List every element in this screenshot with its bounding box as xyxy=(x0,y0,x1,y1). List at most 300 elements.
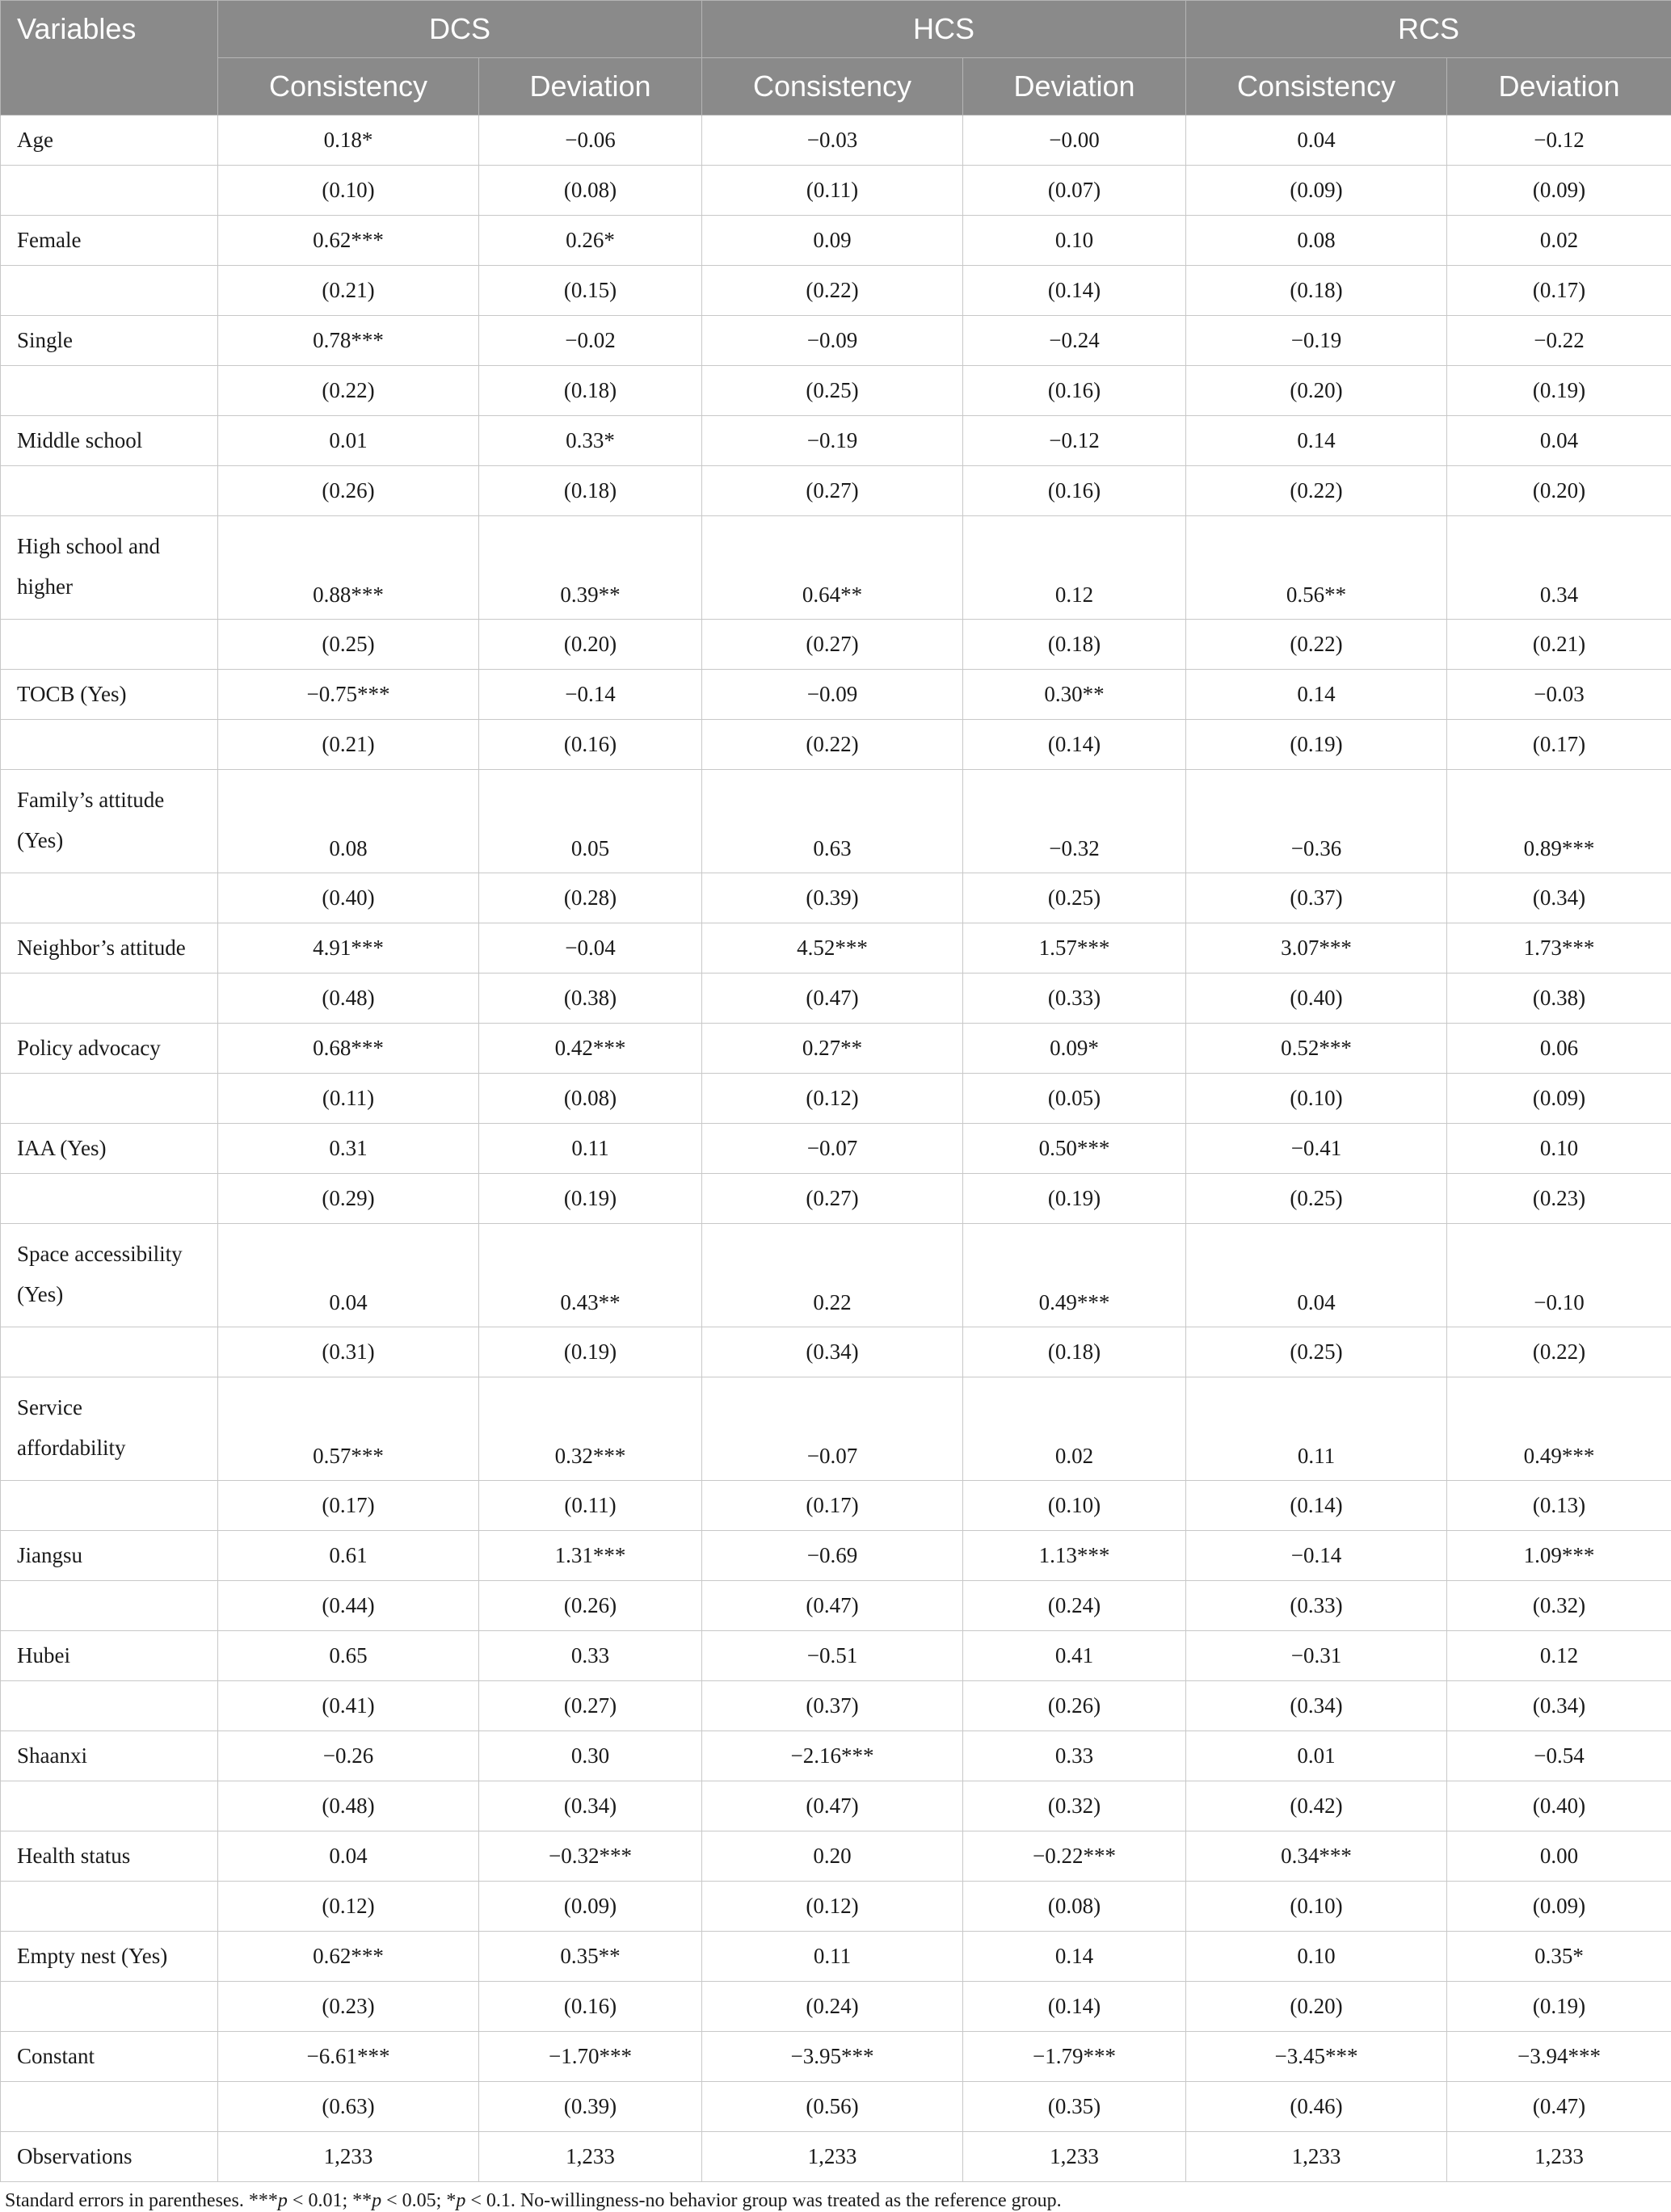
standard-error-cell: (0.26) xyxy=(218,466,479,516)
table-row xyxy=(1,1124,1671,1174)
coefficient-cell: 0.62*** xyxy=(218,1932,479,1982)
standard-error-cell: (0.48) xyxy=(218,1781,479,1831)
footnote-text: p xyxy=(456,2190,465,2211)
coefficient-cell: 4.52*** xyxy=(702,923,963,974)
standard-error-cell: (0.09) xyxy=(479,1882,702,1932)
coefficient-cell: 0.49*** xyxy=(1447,1377,1671,1481)
row-label: Constant xyxy=(1,2032,218,2082)
coefficient-cell: −1.79*** xyxy=(963,2032,1186,2082)
table-row xyxy=(1,2032,1671,2082)
table-row-se xyxy=(1,1327,1671,1377)
coefficient-cell: −0.09 xyxy=(702,670,963,720)
coefficient-cell: 0.18* xyxy=(218,116,479,166)
coefficient-cell: −0.22*** xyxy=(963,1831,1186,1882)
standard-error-cell: (0.33) xyxy=(1186,1581,1447,1631)
coefficient-cell: 0.04 xyxy=(218,1224,479,1327)
coefficient-cell: 0.35* xyxy=(1447,1932,1671,1982)
standard-error-cell: (0.40) xyxy=(218,873,479,923)
standard-error-cell: (0.28) xyxy=(479,873,702,923)
coefficient-cell: 0.39** xyxy=(479,516,702,620)
row-label-line: Family’s attitude xyxy=(17,780,209,820)
row-label-empty xyxy=(1,1581,218,1631)
coefficient-cell: −6.61*** xyxy=(218,2032,479,2082)
table-row xyxy=(1,1831,1671,1882)
coefficient-cell: 0.88*** xyxy=(218,516,479,620)
row-label-empty xyxy=(1,1481,218,1531)
coefficient-cell: 1.13*** xyxy=(963,1531,1186,1581)
standard-error-cell: (0.38) xyxy=(479,974,702,1024)
standard-error-cell: (0.13) xyxy=(1447,1481,1671,1531)
table-row-se xyxy=(1,1581,1671,1631)
standard-error-cell: (0.18) xyxy=(479,366,702,416)
coefficient-cell: 0.14 xyxy=(1186,670,1447,720)
row-label: Neighbor’s attitude xyxy=(1,923,218,974)
standard-error-cell: (0.11) xyxy=(218,1074,479,1124)
coefficient-cell: 0.02 xyxy=(1447,216,1671,266)
coefficient-cell: −0.10 xyxy=(1447,1224,1671,1327)
standard-error-cell: (0.18) xyxy=(963,1327,1186,1377)
coefficient-cell: −0.36 xyxy=(1186,770,1447,873)
coefficient-cell: 0.42*** xyxy=(479,1024,702,1074)
standard-error-cell: (0.21) xyxy=(1447,620,1671,670)
row-label-empty xyxy=(1,1074,218,1124)
standard-error-cell: (0.09) xyxy=(1447,166,1671,216)
standard-error-cell: (0.22) xyxy=(702,266,963,316)
coefficient-cell: 0.00 xyxy=(1447,1831,1671,1882)
standard-error-cell: (0.41) xyxy=(218,1681,479,1731)
row-label-empty xyxy=(1,366,218,416)
standard-error-cell: (0.31) xyxy=(218,1327,479,1377)
coefficient-cell: 0.33 xyxy=(479,1631,702,1681)
standard-error-cell: (0.10) xyxy=(963,1481,1186,1531)
table-row xyxy=(1,923,1671,974)
coefficient-cell: −3.95*** xyxy=(702,2032,963,2082)
coefficient-cell: −0.14 xyxy=(1186,1531,1447,1581)
coefficient-cell: 0.63 xyxy=(702,770,963,873)
observations-cell: 1,233 xyxy=(702,2132,963,2182)
coefficient-cell: 1.73*** xyxy=(1447,923,1671,974)
observations-cell: 1,233 xyxy=(1447,2132,1671,2182)
standard-error-cell: (0.26) xyxy=(479,1581,702,1631)
standard-error-cell: (0.25) xyxy=(702,366,963,416)
coefficient-cell: −0.24 xyxy=(963,316,1186,366)
standard-error-cell: (0.09) xyxy=(1447,1074,1671,1124)
row-label-empty xyxy=(1,166,218,216)
standard-error-cell: (0.46) xyxy=(1186,2082,1447,2132)
standard-error-cell: (0.32) xyxy=(963,1781,1186,1831)
coefficient-cell: 0.02 xyxy=(963,1377,1186,1481)
standard-error-cell: (0.34) xyxy=(1186,1681,1447,1731)
row-label-empty xyxy=(1,620,218,670)
coefficient-cell: −0.19 xyxy=(702,416,963,466)
group-header-rcs: RCS xyxy=(1186,1,1671,58)
coefficient-cell: 0.49*** xyxy=(963,1224,1186,1327)
standard-error-cell: (0.22) xyxy=(1186,466,1447,516)
table-row xyxy=(1,216,1671,266)
observations-label: Observations xyxy=(1,2132,218,2182)
row-label: Single xyxy=(1,316,218,366)
coefficient-cell: 0.14 xyxy=(963,1932,1186,1982)
coefficient-cell: −0.03 xyxy=(1447,670,1671,720)
table-row-se xyxy=(1,366,1671,416)
table-row xyxy=(1,1932,1671,1982)
standard-error-cell: (0.27) xyxy=(702,466,963,516)
standard-error-cell: (0.11) xyxy=(702,166,963,216)
table-row-se xyxy=(1,974,1671,1024)
standard-error-cell: (0.07) xyxy=(963,166,1186,216)
coefficient-cell: 0.64** xyxy=(702,516,963,620)
standard-error-cell: (0.32) xyxy=(1447,1581,1671,1631)
coefficient-cell: 0.34*** xyxy=(1186,1831,1447,1882)
coefficient-cell: 1.57*** xyxy=(963,923,1186,974)
standard-error-cell: (0.19) xyxy=(479,1327,702,1377)
standard-error-cell: (0.14) xyxy=(963,266,1186,316)
row-label: IAA (Yes) xyxy=(1,1124,218,1174)
standard-error-cell: (0.20) xyxy=(1447,466,1671,516)
table-row-se xyxy=(1,620,1671,670)
table-row-se xyxy=(1,1781,1671,1831)
standard-error-cell: (0.09) xyxy=(1186,166,1447,216)
standard-error-cell: (0.16) xyxy=(479,1982,702,2032)
table-row xyxy=(1,1531,1671,1581)
standard-error-cell: (0.37) xyxy=(702,1681,963,1731)
coefficient-cell: 0.33* xyxy=(479,416,702,466)
table-row xyxy=(1,1631,1671,1681)
row-label: Policy advocacy xyxy=(1,1024,218,1074)
standard-error-cell: (0.56) xyxy=(702,2082,963,2132)
table-row-se xyxy=(1,1982,1671,2032)
coefficient-cell: 0.12 xyxy=(963,516,1186,620)
footnote-text: < 0.1. No-willingness-no behavior group was treated as the reference group. xyxy=(465,2190,1061,2211)
coefficient-cell: 0.65 xyxy=(218,1631,479,1681)
standard-error-cell: (0.18) xyxy=(1186,266,1447,316)
coefficient-cell: −3.45*** xyxy=(1186,2032,1447,2082)
row-label xyxy=(1,770,218,873)
table-row xyxy=(1,416,1671,466)
table-row-se xyxy=(1,1174,1671,1224)
standard-error-cell: (0.05) xyxy=(963,1074,1186,1124)
coefficient-cell: 4.91*** xyxy=(218,923,479,974)
coefficient-cell: 0.04 xyxy=(1447,416,1671,466)
table-row-se xyxy=(1,1681,1671,1731)
coefficient-cell: 0.68*** xyxy=(218,1024,479,1074)
table-body xyxy=(1,116,1671,2182)
standard-error-cell: (0.15) xyxy=(479,266,702,316)
footnote-text: p xyxy=(278,2190,288,2211)
row-label-line: Space accessibility xyxy=(17,1234,209,1274)
standard-error-cell: (0.20) xyxy=(1186,366,1447,416)
coefficient-cell: 0.01 xyxy=(1186,1731,1447,1781)
footnote-text: < 0.05; * xyxy=(381,2190,456,2211)
row-label: Shaanxi xyxy=(1,1731,218,1781)
coefficient-cell: 3.07*** xyxy=(1186,923,1447,974)
standard-error-cell: (0.42) xyxy=(1186,1781,1447,1831)
coefficient-cell: 0.35** xyxy=(479,1932,702,1982)
coefficient-cell: 0.04 xyxy=(218,1831,479,1882)
row-label-line: Service xyxy=(17,1387,209,1428)
table-row-se xyxy=(1,1882,1671,1932)
table-row-se xyxy=(1,166,1671,216)
standard-error-cell: (0.22) xyxy=(702,720,963,770)
standard-error-cell: (0.29) xyxy=(218,1174,479,1224)
coefficient-cell: −0.07 xyxy=(702,1124,963,1174)
coefficient-cell: 0.30** xyxy=(963,670,1186,720)
standard-error-cell: (0.25) xyxy=(218,620,479,670)
observations-cell: 1,233 xyxy=(218,2132,479,2182)
row-label-empty xyxy=(1,1982,218,2032)
group-header-hcs: HCS xyxy=(702,1,1186,58)
row-label xyxy=(1,516,218,620)
coefficient-cell: 0.14 xyxy=(1186,416,1447,466)
standard-error-cell: (0.14) xyxy=(963,720,1186,770)
footnote-text: p xyxy=(372,2190,381,2211)
coefficient-cell: −0.26 xyxy=(218,1731,479,1781)
observations-cell: 1,233 xyxy=(963,2132,1186,2182)
coefficient-cell: 0.33 xyxy=(963,1731,1186,1781)
standard-error-cell: (0.20) xyxy=(479,620,702,670)
standard-error-cell: (0.25) xyxy=(963,873,1186,923)
standard-error-cell: (0.39) xyxy=(479,2082,702,2132)
standard-error-cell: (0.12) xyxy=(702,1882,963,1932)
coefficient-cell: −0.12 xyxy=(1447,116,1671,166)
coefficient-cell: −0.22 xyxy=(1447,316,1671,366)
row-label-empty xyxy=(1,266,218,316)
coefficient-cell: 0.08 xyxy=(218,770,479,873)
coefficient-cell: 0.50*** xyxy=(963,1124,1186,1174)
coefficient-cell: 0.20 xyxy=(702,1831,963,1882)
standard-error-cell: (0.33) xyxy=(963,974,1186,1024)
coefficient-cell: −0.06 xyxy=(479,116,702,166)
coefficient-cell: −0.75*** xyxy=(218,670,479,720)
standard-error-cell: (0.08) xyxy=(963,1882,1186,1932)
table-row xyxy=(1,770,1671,873)
table-row xyxy=(1,1224,1671,1327)
standard-error-cell: (0.22) xyxy=(1447,1327,1671,1377)
standard-error-cell: (0.47) xyxy=(702,974,963,1024)
table-row-se xyxy=(1,466,1671,516)
table-row xyxy=(1,1024,1671,1074)
standard-error-cell: (0.34) xyxy=(1447,873,1671,923)
row-label-empty xyxy=(1,2082,218,2132)
standard-error-cell: (0.19) xyxy=(963,1174,1186,1224)
row-label-empty xyxy=(1,720,218,770)
row-label: Middle school xyxy=(1,416,218,466)
coefficient-cell: 0.78*** xyxy=(218,316,479,366)
standard-error-cell: (0.40) xyxy=(1186,974,1447,1024)
coefficient-cell: −0.54 xyxy=(1447,1731,1671,1781)
coefficient-cell: 1.09*** xyxy=(1447,1531,1671,1581)
standard-error-cell: (0.47) xyxy=(702,1781,963,1831)
standard-error-cell: (0.16) xyxy=(479,720,702,770)
standard-error-cell: (0.17) xyxy=(1447,720,1671,770)
standard-error-cell: (0.17) xyxy=(702,1481,963,1531)
standard-error-cell: (0.25) xyxy=(1186,1327,1447,1377)
standard-error-cell: (0.21) xyxy=(218,720,479,770)
coefficient-cell: 0.11 xyxy=(1186,1377,1447,1481)
coefficient-cell: 0.61 xyxy=(218,1531,479,1581)
coefficient-cell: 0.09* xyxy=(963,1024,1186,1074)
subheader-rcs-deviation: Deviation xyxy=(1447,58,1671,116)
coefficient-cell: 0.06 xyxy=(1447,1024,1671,1074)
coefficient-cell: −0.69 xyxy=(702,1531,963,1581)
standard-error-cell: (0.24) xyxy=(702,1982,963,2032)
row-label-line: High school and xyxy=(17,526,209,566)
table-row xyxy=(1,316,1671,366)
coefficient-cell: 0.08 xyxy=(1186,216,1447,266)
standard-error-cell: (0.24) xyxy=(963,1581,1186,1631)
coefficient-cell: −0.32 xyxy=(963,770,1186,873)
coefficient-cell: 0.10 xyxy=(963,216,1186,266)
coefficient-cell: 0.57*** xyxy=(218,1377,479,1481)
table-row-se xyxy=(1,1481,1671,1531)
coefficient-cell: −0.09 xyxy=(702,316,963,366)
standard-error-cell: (0.09) xyxy=(1447,1882,1671,1932)
standard-error-cell: (0.34) xyxy=(1447,1681,1671,1731)
coefficient-cell: 0.11 xyxy=(702,1932,963,1982)
group-header-dcs: DCS xyxy=(218,1,702,58)
standard-error-cell: (0.22) xyxy=(218,366,479,416)
coefficient-cell: −0.03 xyxy=(702,116,963,166)
subheader-rcs-consistency: Consistency xyxy=(1186,58,1447,116)
coefficient-cell: 0.32*** xyxy=(479,1377,702,1481)
coefficient-cell: 0.34 xyxy=(1447,516,1671,620)
coefficient-cell: 0.31 xyxy=(218,1124,479,1174)
standard-error-cell: (0.14) xyxy=(963,1982,1186,2032)
coefficient-cell: 0.43** xyxy=(479,1224,702,1327)
standard-error-cell: (0.18) xyxy=(479,466,702,516)
coefficient-cell: 0.30 xyxy=(479,1731,702,1781)
coefficient-cell: 0.11 xyxy=(479,1124,702,1174)
standard-error-cell: (0.22) xyxy=(1186,620,1447,670)
coefficient-cell: 0.10 xyxy=(1447,1124,1671,1174)
coefficient-cell: 1.31*** xyxy=(479,1531,702,1581)
table-row xyxy=(1,1377,1671,1481)
table-header xyxy=(1,1,1671,116)
observations-row xyxy=(1,2132,1671,2182)
table-row xyxy=(1,116,1671,166)
standard-error-cell: (0.44) xyxy=(218,1581,479,1631)
footnote-text: Standard errors in parentheses. *** xyxy=(5,2190,278,2211)
table-row xyxy=(1,516,1671,620)
coefficient-cell: 0.52*** xyxy=(1186,1024,1447,1074)
row-label: Empty nest (Yes) xyxy=(1,1932,218,1982)
coefficient-cell: −0.14 xyxy=(479,670,702,720)
coefficient-cell: 0.04 xyxy=(1186,1224,1447,1327)
row-label-empty xyxy=(1,466,218,516)
row-label: Age xyxy=(1,116,218,166)
standard-error-cell: (0.27) xyxy=(702,1174,963,1224)
standard-error-cell: (0.23) xyxy=(218,1982,479,2032)
row-label-empty xyxy=(1,1681,218,1731)
observations-cell: 1,233 xyxy=(1186,2132,1447,2182)
standard-error-cell: (0.34) xyxy=(702,1327,963,1377)
standard-error-cell: (0.38) xyxy=(1447,974,1671,1024)
standard-error-cell: (0.19) xyxy=(1447,366,1671,416)
row-label: Hubei xyxy=(1,1631,218,1681)
standard-error-cell: (0.34) xyxy=(479,1781,702,1831)
coefficient-cell: −3.94*** xyxy=(1447,2032,1671,2082)
standard-error-cell: (0.39) xyxy=(702,873,963,923)
standard-error-cell: (0.08) xyxy=(479,166,702,216)
coefficient-cell: 0.01 xyxy=(218,416,479,466)
subheader-dcs-deviation: Deviation xyxy=(479,58,702,116)
standard-error-cell: (0.19) xyxy=(479,1174,702,1224)
coefficient-cell: 0.22 xyxy=(702,1224,963,1327)
standard-error-cell: (0.27) xyxy=(702,620,963,670)
row-label-line: affordability xyxy=(17,1428,209,1468)
standard-error-cell: (0.16) xyxy=(963,366,1186,416)
table-row-se xyxy=(1,2082,1671,2132)
coefficient-cell: 0.04 xyxy=(1186,116,1447,166)
standard-error-cell: (0.47) xyxy=(1447,2082,1671,2132)
coefficient-cell: 0.09 xyxy=(702,216,963,266)
standard-error-cell: (0.23) xyxy=(1447,1174,1671,1224)
row-label xyxy=(1,1377,218,1481)
row-label: TOCB (Yes) xyxy=(1,670,218,720)
standard-error-cell: (0.16) xyxy=(963,466,1186,516)
coefficient-cell: −0.07 xyxy=(702,1377,963,1481)
standard-error-cell: (0.10) xyxy=(1186,1074,1447,1124)
standard-error-cell: (0.11) xyxy=(479,1481,702,1531)
table-row-se xyxy=(1,873,1671,923)
coefficient-cell: 0.56** xyxy=(1186,516,1447,620)
table-row xyxy=(1,1731,1671,1781)
coefficient-cell: −0.00 xyxy=(963,116,1186,166)
coefficient-cell: −0.32*** xyxy=(479,1831,702,1882)
standard-error-cell: (0.18) xyxy=(963,620,1186,670)
standard-error-cell: (0.47) xyxy=(702,1581,963,1631)
coefficient-cell: −0.02 xyxy=(479,316,702,366)
row-label-empty xyxy=(1,1327,218,1377)
coefficient-cell: 0.89*** xyxy=(1447,770,1671,873)
standard-error-cell: (0.10) xyxy=(218,166,479,216)
table-row-se xyxy=(1,720,1671,770)
coefficient-cell: −0.19 xyxy=(1186,316,1447,366)
coefficient-cell: 0.26* xyxy=(479,216,702,266)
table-row xyxy=(1,670,1671,720)
row-label: Health status xyxy=(1,1831,218,1882)
standard-error-cell: (0.19) xyxy=(1186,720,1447,770)
coefficient-cell: −0.04 xyxy=(479,923,702,974)
row-label-line: (Yes) xyxy=(17,820,209,860)
standard-error-cell: (0.27) xyxy=(479,1681,702,1731)
standard-error-cell: (0.48) xyxy=(218,974,479,1024)
row-label-empty xyxy=(1,1781,218,1831)
coefficient-cell: 0.10 xyxy=(1186,1932,1447,1982)
standard-error-cell: (0.19) xyxy=(1447,1982,1671,2032)
coefficient-cell: −2.16*** xyxy=(702,1731,963,1781)
row-label-empty xyxy=(1,1174,218,1224)
row-label-line: (Yes) xyxy=(17,1274,209,1314)
row-label-line: higher xyxy=(17,566,209,607)
coefficient-cell: −0.41 xyxy=(1186,1124,1447,1174)
standard-error-cell: (0.10) xyxy=(1186,1882,1447,1932)
standard-error-cell: (0.14) xyxy=(1186,1481,1447,1531)
standard-error-cell: (0.12) xyxy=(218,1882,479,1932)
standard-error-cell: (0.08) xyxy=(479,1074,702,1124)
standard-error-cell: (0.35) xyxy=(963,2082,1186,2132)
table-row-se xyxy=(1,266,1671,316)
row-label: Jiangsu xyxy=(1,1531,218,1581)
standard-error-cell: (0.26) xyxy=(963,1681,1186,1731)
row-label: Female xyxy=(1,216,218,266)
standard-error-cell: (0.17) xyxy=(1447,266,1671,316)
coefficient-cell: 0.62*** xyxy=(218,216,479,266)
coefficient-cell: 0.05 xyxy=(479,770,702,873)
coefficient-cell: 0.41 xyxy=(963,1631,1186,1681)
subheader-dcs-consistency: Consistency xyxy=(218,58,479,116)
standard-error-cell: (0.12) xyxy=(702,1074,963,1124)
